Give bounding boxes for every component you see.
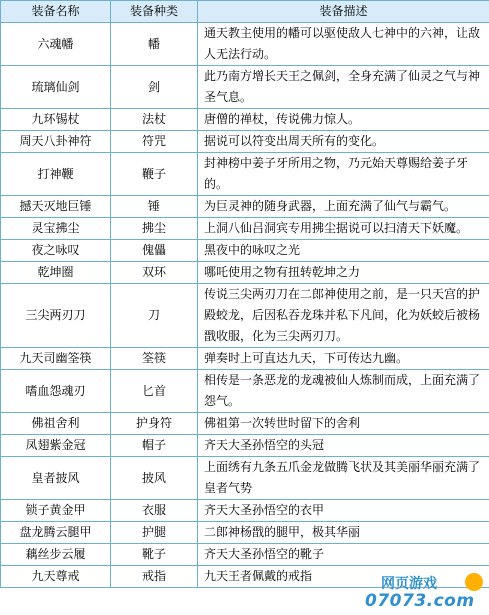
table-row [1,153,489,196]
cell-name: 藕丝步云履 [1,544,111,566]
cell-name: 嗜血怨魂刃 [1,370,111,413]
table-row [1,500,489,522]
cell-desc: 唐僧的禅杖，传说佛力惊人。 [198,109,489,131]
table-row [1,457,489,500]
cell-type: 法杖 [111,109,198,131]
cell-desc: 此乃南方增长天王之佩剑，全身充满了仙灵之气与神圣气息。 [198,66,489,109]
cell-name: 皇者披风 [1,457,111,500]
cell-type: 匕首 [111,370,198,413]
table-row [1,435,489,457]
table-row [1,196,489,218]
cell-type: 披风 [111,457,198,500]
cell-name: 打神鞭 [1,153,111,196]
cell-type: 筌筷 [111,348,198,370]
cell-desc: 上洞八仙吕洞宾专用拂尘据说可以扫清天下妖魔。 [198,218,489,240]
table-row [1,131,489,153]
cell-type: 剑 [111,66,198,109]
cell-type: 拂尘 [111,218,198,240]
cell-name: 夜之咏叹 [1,240,111,262]
cell-name: 九环锡杖 [1,109,111,131]
cell-desc: 据说可以符变出周天所有的变化。 [198,131,489,153]
cell-desc: 上面绣有九条五爪金龙做腾飞状及其美丽华丽充满了皇者气势 [198,457,489,500]
cell-desc: 齐天大圣孙悟空的靴子 [198,544,489,566]
cell-desc: 齐天大圣孙悟空的头冠 [198,435,489,457]
cell-name: 乾坤圈 [1,262,111,284]
table-row [1,23,489,66]
cell-name: 撼天灭地巨锤 [1,196,111,218]
cell-type: 护腿 [111,522,198,544]
cell-desc: 传说三尖两刃刀在二郎神使用之前，是一只天宫的护殿蛟龙，后因私吞龙珠并私下凡间，化为妖蛟后被杨戬收服，化为三尖两刃刀。 [198,284,489,348]
cell-desc: 齐天大圣孙悟空的衣甲 [198,500,489,522]
table-row [1,240,489,262]
cell-desc: 为巨灵神的随身武器，上面充满了仙气与霸气。 [198,196,489,218]
header-type: 装备种类 [111,1,198,23]
cell-desc: 弹奏时上可直达九天，下可传达九幽。 [198,348,489,370]
cell-desc: 封神榜中姜子牙所用之物，乃元始天尊赐给姜子牙的。 [198,153,489,196]
cell-type: 护身符 [111,413,198,435]
table-row [1,522,489,544]
cell-type: 幡 [111,23,198,66]
cell-name: 九天尊戒 [1,566,111,588]
table-row [1,262,489,284]
table-row [1,370,489,413]
table-row [1,413,489,435]
table-row [1,284,489,348]
header-name: 装备名称 [1,1,111,23]
table-row [1,348,489,370]
cell-name: 九天司幽筌筷 [1,348,111,370]
cell-name: 琉璃仙剑 [1,66,111,109]
cell-type: 傀儡 [111,240,198,262]
cell-desc: 二郎神杨戬的腿甲，极其华丽 [198,522,489,544]
watermark-top-text: 网页游戏 [381,576,437,592]
cell-name: 三尖两刃刀 [1,284,111,348]
cell-type: 符咒 [111,131,198,153]
cell-type: 锤 [111,196,198,218]
cell-name: 周天八卦神符 [1,131,111,153]
cell-desc: 哪吒使用之物有扭转乾坤之力 [198,262,489,284]
cell-type: 鞭子 [111,153,198,196]
cell-desc: 通天教主使用的幡可以驱使敌人七神中的六神，让敌人无法行动。 [198,23,489,66]
cell-desc: 佛祖第一次转世时留下的舍利 [198,413,489,435]
table-row [1,218,489,240]
table-row [1,544,489,566]
cell-type: 戒指 [111,566,198,588]
watermark-badge-icon [465,573,483,591]
cell-desc: 九天王者佩戴的戒指 [198,566,489,588]
watermark-bottom-text: 07073.com [365,591,475,611]
watermark-logo [365,573,483,611]
cell-name: 锁子黄金甲 [1,500,111,522]
table-row [1,109,489,131]
cell-type: 双环 [111,262,198,284]
cell-type: 刀 [111,284,198,348]
table-row [1,66,489,109]
cell-desc: 相传是一条恶龙的龙魂被仙人炼制而成，上面充满了怨气。 [198,370,489,413]
header-row [1,1,489,23]
cell-name: 六魂幡 [1,23,111,66]
cell-type: 衣服 [111,500,198,522]
cell-name: 凤翅紫金冠 [1,435,111,457]
cell-desc: 黑夜中的咏叹之光 [198,240,489,262]
cell-type: 靴子 [111,544,198,566]
header-desc: 装备描述 [198,1,489,23]
cell-name: 盘龙腾云腿甲 [1,522,111,544]
cell-name: 灵宝拂尘 [1,218,111,240]
cell-name: 佛祖舍利 [1,413,111,435]
cell-type: 帽子 [111,435,198,457]
